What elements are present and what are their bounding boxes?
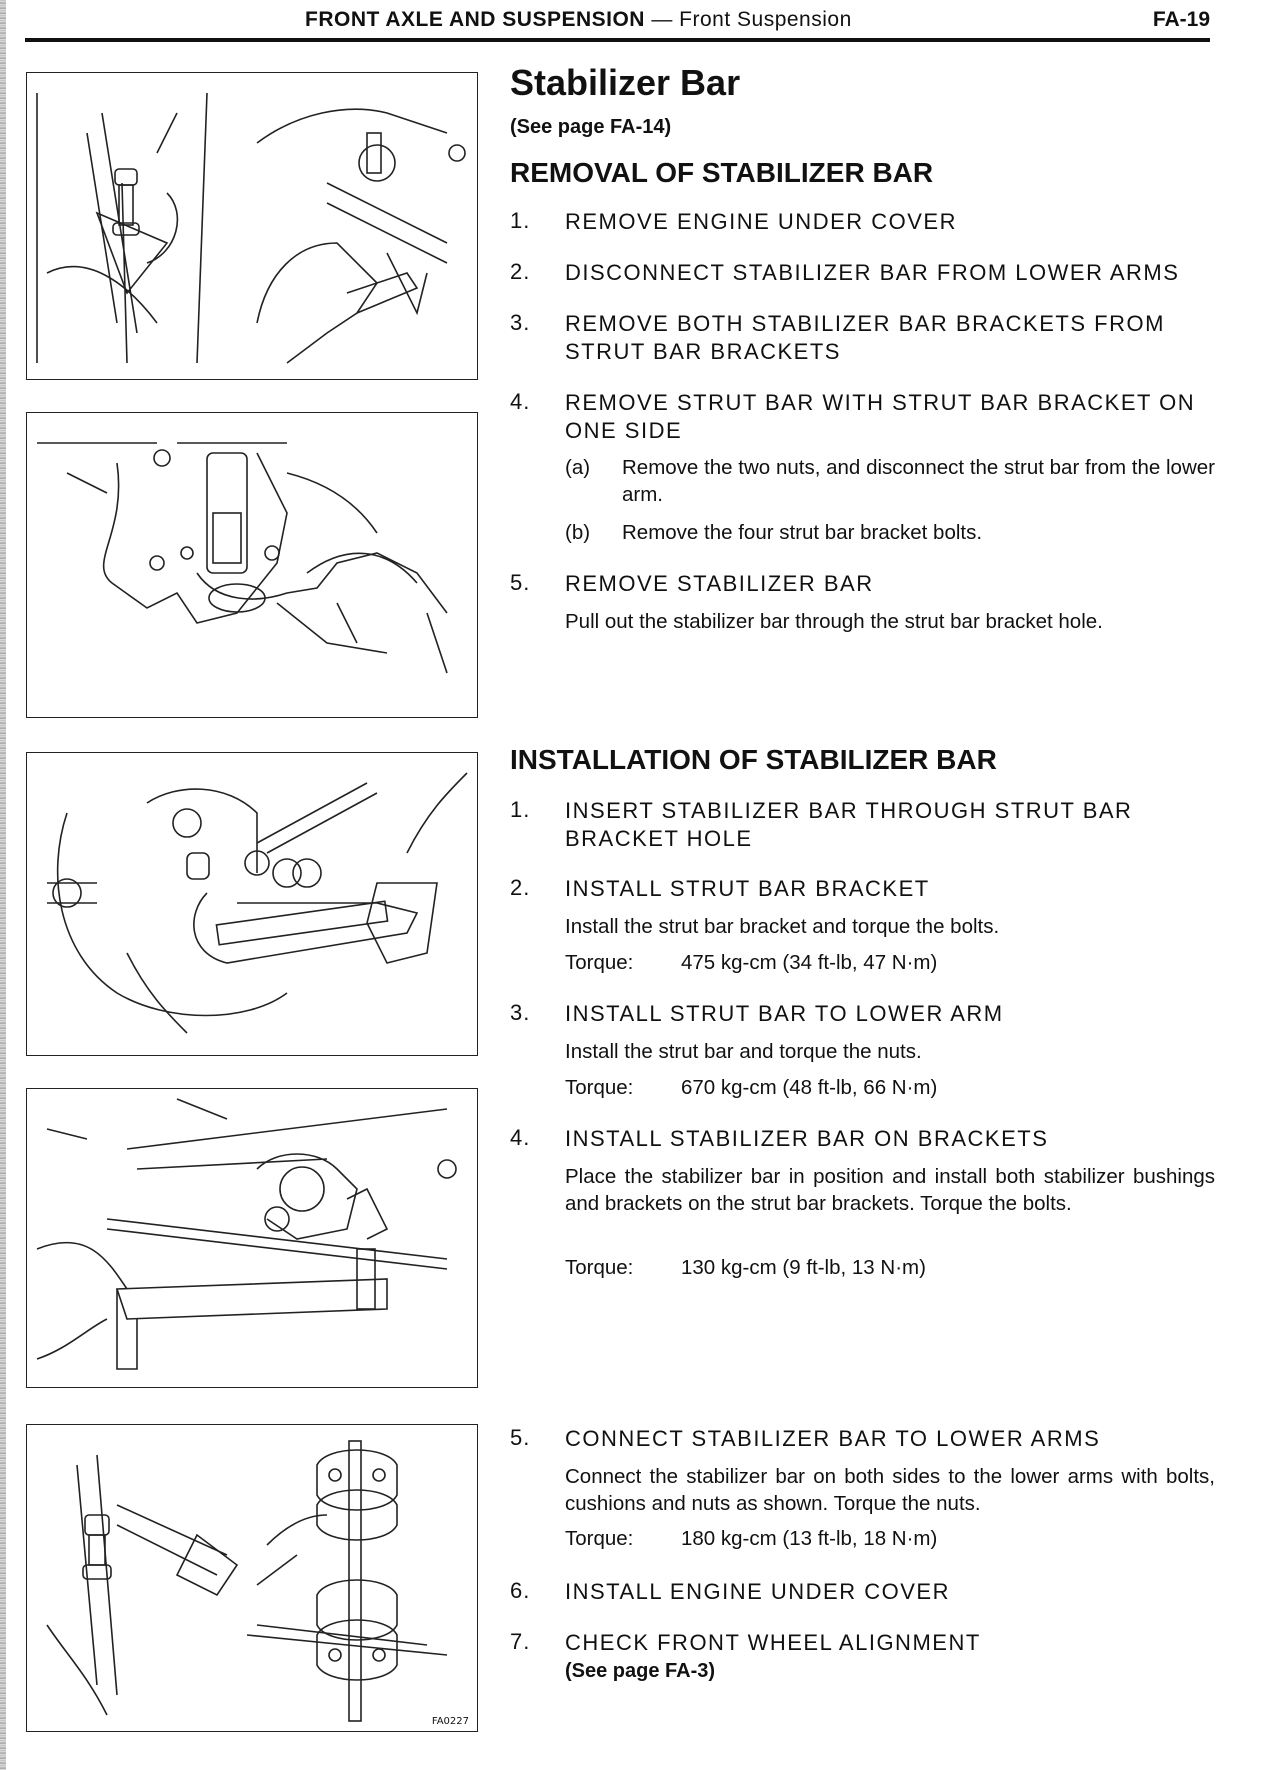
step-text: REMOVE STABILIZER BAR — [565, 571, 874, 596]
header-rule — [25, 38, 1210, 42]
header-subsection: Front Suspension — [679, 8, 852, 31]
header-section: FRONT AXLE AND SUSPENSION — [305, 8, 645, 31]
install-step-7-see-page: (See page FA-3) — [565, 1660, 716, 1682]
sub-text: Remove the four strut bar bracket bolts. — [622, 521, 983, 544]
step-text: INSERT STABILIZER BAR THROUGH STRUT BAR BRACKET HOLE — [565, 798, 1133, 851]
sub-label: (b) — [565, 521, 591, 544]
figure-2-illustration — [27, 413, 477, 717]
step-number: 4. — [510, 389, 531, 414]
step-text: REMOVE ENGINE UNDER COVER — [565, 209, 957, 234]
figure-4-illustration — [27, 1089, 477, 1387]
figure-disconnect-stabilizer — [26, 72, 478, 380]
step-number: 1. — [510, 797, 531, 822]
step-text: INSTALL ENGINE UNDER COVER — [565, 1579, 950, 1604]
torque-label: Torque: — [565, 1527, 634, 1550]
page-title: Stabilizer Bar — [510, 62, 741, 103]
installation-heading: INSTALLATION OF STABILIZER BAR — [510, 744, 997, 775]
step-text: INSTALL STRUT BAR TO LOWER ARM — [565, 1001, 1004, 1026]
page-header — [25, 6, 1210, 36]
torque-label: Torque: — [565, 951, 634, 974]
step-text: INSTALL STABILIZER BAR ON BRACKETS — [565, 1126, 1049, 1151]
step-text: REMOVE STRUT BAR WITH STRUT BAR BRACKET ON ONE SIDE — [565, 390, 1196, 443]
torque-value: 180 kg-cm (13 ft-lb, 18 N·m) — [681, 1527, 938, 1550]
step-number: 4. — [510, 1125, 531, 1150]
figure-connect-stabilizer-lower-arms — [26, 1424, 478, 1732]
figure-code: FA0227 — [431, 1716, 469, 1727]
step-text: REMOVE BOTH STABILIZER BAR BRACKETS FROM STRUT BAR BRACKETS — [565, 311, 1165, 364]
torque-value: 475 kg-cm (34 ft-lb, 47 N·m) — [681, 951, 938, 974]
sub-text: Remove the two nuts, and disconnect the strut bar from the lower arm. — [622, 456, 1215, 506]
step-text: CHECK FRONT WHEEL ALIGNMENT — [565, 1630, 981, 1655]
header-dash: — — [651, 8, 673, 31]
step-number: 2. — [510, 259, 531, 284]
removal-heading: REMOVAL OF STABILIZER BAR — [510, 157, 934, 188]
figure-1-illustration — [27, 73, 477, 379]
figure-install-strut-bar-bracket — [26, 752, 478, 1056]
figure-3-illustration — [27, 753, 477, 1055]
torque-value: 670 kg-cm (48 ft-lb, 66 N·m) — [681, 1076, 938, 1099]
step-number: 7. — [510, 1629, 531, 1654]
install-step-2-desc: Install the strut bar bracket and torque the bolts. — [565, 915, 1000, 938]
step-number: 6. — [510, 1578, 531, 1603]
install-step-3-desc: Install the strut bar and torque the nuts. — [565, 1040, 922, 1063]
step-text: CONNECT STABILIZER BAR TO LOWER ARMS — [565, 1426, 1101, 1451]
torque-label: Torque: — [565, 1256, 634, 1279]
step-text: INSTALL STRUT BAR BRACKET — [565, 876, 930, 901]
step-text: DISCONNECT STABILIZER BAR FROM LOWER ARMS — [565, 260, 1180, 285]
header-title — [305, 8, 852, 32]
figure-5-illustration — [27, 1425, 477, 1731]
install-step-4-desc: Place the stabilizer bar in position and install both stabilizer bushings and brackets on the strut bar brackets. Torque the bolts. — [565, 1165, 1215, 1215]
step-number: 3. — [510, 310, 531, 335]
step-number: 5. — [510, 1425, 531, 1450]
sub-label: (a) — [565, 456, 591, 479]
title-see-page: (See page FA-14) — [510, 116, 672, 138]
torque-label: Torque: — [565, 1076, 634, 1099]
figure-remove-strut-bar-bracket — [26, 412, 478, 718]
install-step-5-desc: Connect the stabilizer bar on both sides to the lower arms with bolts, cushions and nuts as shown. Torque the nuts. — [565, 1465, 1215, 1515]
page-number: FA-19 — [1152, 8, 1210, 31]
step-number: 3. — [510, 1000, 531, 1025]
torque-value: 130 kg-cm (9 ft-lb, 13 N·m) — [681, 1256, 926, 1279]
step-number: 2. — [510, 875, 531, 900]
step-number: 5. — [510, 570, 531, 595]
figure-install-stabilizer-brackets — [26, 1088, 478, 1388]
step-number: 1. — [510, 208, 531, 233]
title-block — [510, 62, 1215, 104]
removal-step-5-desc: Pull out the stabilizer bar through the strut bar bracket hole. — [565, 610, 1103, 633]
page-edge — [0, 0, 6, 1770]
